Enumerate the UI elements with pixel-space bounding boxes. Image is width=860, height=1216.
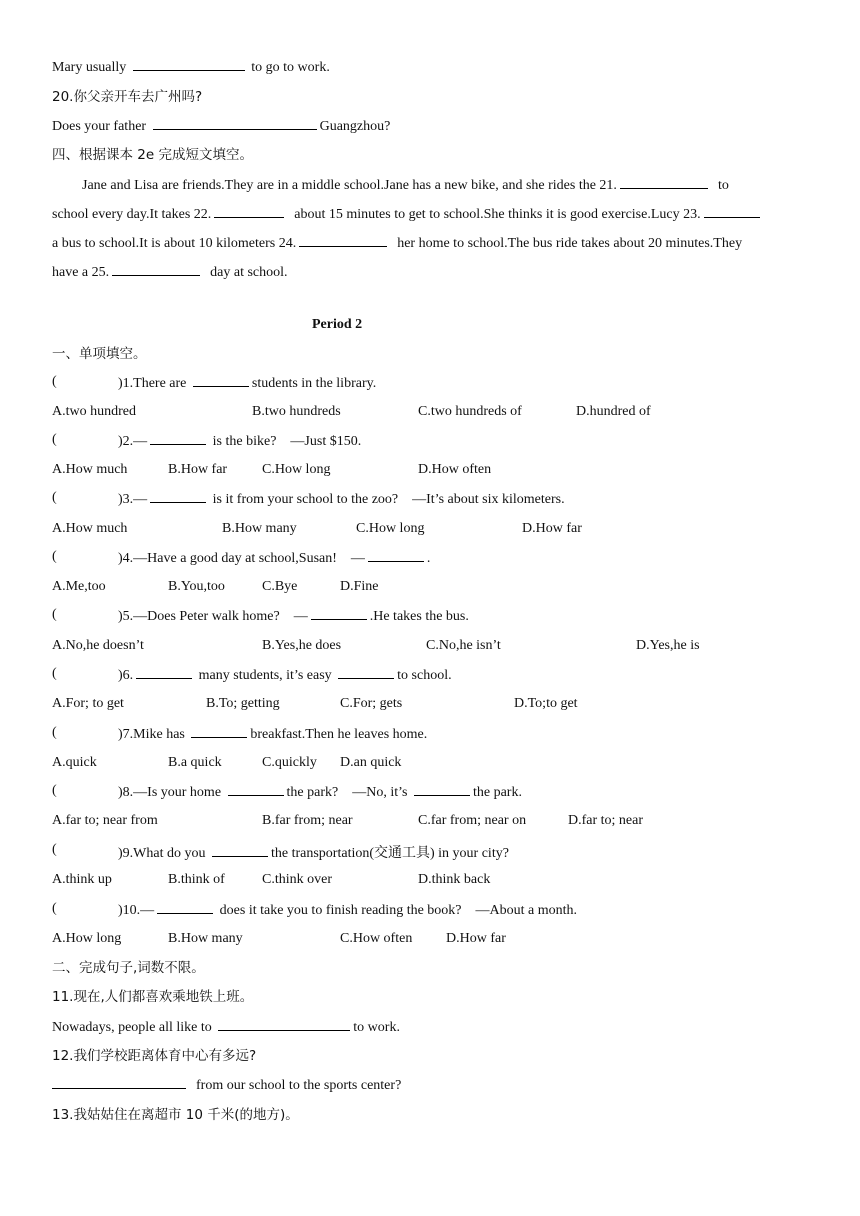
text: )4.—Have a good day at school,Susan! — xyxy=(118,551,365,566)
question-stem xyxy=(118,725,427,743)
text: . xyxy=(426,551,431,566)
question-11-answer-line xyxy=(52,1018,400,1037)
answer-paren[interactable]: ( xyxy=(52,666,57,681)
answer-blank[interactable] xyxy=(52,1076,186,1089)
answer-paren[interactable]: ( xyxy=(52,490,57,505)
answer-blank-24[interactable] xyxy=(299,234,387,247)
option-b[interactable]: B.Yes,he does xyxy=(262,638,342,653)
question-8-options xyxy=(52,812,832,830)
option-c[interactable]: C.quickly xyxy=(262,755,317,770)
question-2 xyxy=(52,432,832,450)
question-5 xyxy=(52,607,832,625)
question-10-options xyxy=(52,930,832,948)
question-4-options xyxy=(52,578,832,596)
answer-paren[interactable]: ( xyxy=(52,842,57,857)
option-c[interactable]: C.far from; near on xyxy=(418,813,527,828)
answer-blank[interactable] xyxy=(338,666,394,679)
option-a[interactable]: A.How much xyxy=(52,462,128,477)
answer-blank[interactable] xyxy=(228,783,284,796)
text: )10.— xyxy=(118,903,155,918)
question-stem xyxy=(118,901,577,919)
passage-line-1 xyxy=(82,176,729,195)
answer-blank[interactable] xyxy=(153,117,317,130)
text: Does your father xyxy=(52,119,147,134)
text: Guangzhou? xyxy=(319,119,391,134)
answer-blank[interactable] xyxy=(150,490,206,503)
option-b[interactable]: B.think of xyxy=(168,872,225,887)
passage-line-4 xyxy=(52,263,288,282)
option-b[interactable]: B.a quick xyxy=(168,755,222,770)
option-b[interactable]: B.How far xyxy=(168,462,228,477)
option-a[interactable]: A.two hundred xyxy=(52,404,136,419)
answer-blank-25[interactable] xyxy=(112,263,200,276)
text: her home to school.The bus ride takes about 20 minutes.They xyxy=(397,236,743,251)
question-9 xyxy=(52,842,832,860)
option-a[interactable]: A.think up xyxy=(52,872,112,887)
question-4 xyxy=(52,549,832,567)
passage-line-3 xyxy=(52,234,742,253)
question-1-options xyxy=(52,403,832,421)
text: )9.What do you xyxy=(118,846,206,861)
text: about 15 minutes to get to school.She thinks it is good exercise.Lucy 23. xyxy=(294,207,701,222)
answer-blank-21[interactable] xyxy=(620,176,708,189)
question-stem xyxy=(118,549,430,567)
question-6-options xyxy=(52,695,832,713)
question-5-options xyxy=(52,637,832,655)
question-3 xyxy=(52,490,832,508)
text: the park? —No, it’s xyxy=(286,785,408,800)
option-d[interactable]: D.an quick xyxy=(340,755,402,770)
option-c[interactable]: C.two hundreds of xyxy=(418,404,522,419)
answer-paren[interactable]: ( xyxy=(52,725,57,740)
text: day at school. xyxy=(210,265,288,280)
answer-blank[interactable] xyxy=(414,783,470,796)
option-d[interactable]: D.How often xyxy=(418,462,492,477)
text: is the bike? —Just $150. xyxy=(212,434,362,449)
text: to xyxy=(717,178,729,193)
option-a[interactable]: A.How much xyxy=(52,521,128,536)
option-b[interactable]: B.How many xyxy=(168,931,243,946)
answer-blank-22[interactable] xyxy=(214,205,284,218)
text: )6. xyxy=(118,668,134,683)
question-3-options xyxy=(52,520,832,538)
option-b[interactable]: B.far from; near xyxy=(262,813,353,828)
question-stem xyxy=(118,666,452,684)
answer-blank[interactable] xyxy=(150,432,206,445)
question-stem xyxy=(118,432,361,450)
text: to go to work. xyxy=(251,60,330,75)
text: the transportation(交通工具) in your city? xyxy=(270,846,509,861)
text: Mary usually xyxy=(52,60,127,75)
question-stem xyxy=(118,374,376,392)
question-1 xyxy=(52,374,832,392)
option-d[interactable]: D.think back xyxy=(418,872,491,887)
option-c[interactable]: C.think over xyxy=(262,872,332,887)
question-11-chinese: 11.现在,人们都喜欢乘地铁上班。 xyxy=(52,989,254,1005)
text: .He takes the bus. xyxy=(369,609,469,624)
option-b[interactable]: B.You,too xyxy=(168,579,225,594)
option-d[interactable]: D.far to; near xyxy=(568,813,644,828)
question-10 xyxy=(52,901,832,919)
option-a[interactable]: A.For; to get xyxy=(52,696,124,711)
answer-blank[interactable] xyxy=(136,666,192,679)
option-c[interactable]: C.For; gets xyxy=(340,696,403,711)
option-d[interactable]: D.hundred of xyxy=(576,404,651,419)
period-title: Period 2 xyxy=(312,317,363,332)
question-8 xyxy=(52,783,832,801)
option-b[interactable]: B.To; getting xyxy=(206,696,280,711)
option-d[interactable]: D.Yes,he is xyxy=(636,638,700,653)
text: does it take you to finish reading the book? —About a month. xyxy=(219,903,577,918)
option-a[interactable]: A.quick xyxy=(52,755,97,770)
passage-line-2 xyxy=(52,205,763,224)
answer-blank[interactable] xyxy=(157,901,213,914)
text: is it from your school to the zoo? —It’s about six kilometers. xyxy=(212,492,565,507)
option-a[interactable]: A.far to; near from xyxy=(52,813,158,828)
option-c[interactable]: C.Bye xyxy=(262,579,298,594)
option-c[interactable]: C.How long xyxy=(356,521,425,536)
question-20-chinese: 20.你父亲开车去广州吗? xyxy=(52,89,203,105)
option-c[interactable]: C.No,he isn’t xyxy=(426,638,501,653)
text: students in the library. xyxy=(251,376,377,391)
text: a bus to school.It is about 10 kilometers 24. xyxy=(52,236,297,251)
question-7 xyxy=(52,725,832,743)
question-6 xyxy=(52,666,832,684)
question-stem xyxy=(118,783,522,801)
text: from our school to the sports center? xyxy=(196,1078,402,1093)
option-a[interactable]: A.How long xyxy=(52,931,122,946)
text: breakfast.Then he leaves home. xyxy=(250,727,428,742)
question-13-chinese: 13.我姑姑住在离超市 10 千米(的地方)。 xyxy=(52,1107,299,1123)
answer-paren[interactable]: ( xyxy=(52,607,57,622)
answer-blank-23[interactable] xyxy=(704,205,760,218)
option-c[interactable]: C.How long xyxy=(262,462,331,477)
answer-paren[interactable]: ( xyxy=(52,901,57,916)
text: Jane and Lisa are friends.They are in a middle school.Jane has a new bike, and she rides the 21. xyxy=(82,178,617,193)
text: )2.— xyxy=(118,434,148,449)
option-d[interactable]: D.Fine xyxy=(340,579,379,594)
section-4-heading: 四、根据课本 2e 完成短文填空。 xyxy=(52,147,253,163)
question-stem xyxy=(118,842,509,862)
text: to school. xyxy=(397,668,452,683)
text: Nowadays, people all like to xyxy=(52,1020,212,1035)
text: many students, it’s easy xyxy=(198,668,332,683)
option-d[interactable]: D.To;to get xyxy=(514,696,578,711)
question-20-answer-line xyxy=(52,117,390,136)
answer-paren[interactable]: ( xyxy=(52,549,57,564)
answer-blank[interactable] xyxy=(218,1018,350,1031)
answer-blank[interactable] xyxy=(133,58,245,71)
section-2-heading: 二、完成句子,词数不限。 xyxy=(52,960,205,976)
text: )8.—Is your home xyxy=(118,785,222,800)
text: )3.— xyxy=(118,492,148,507)
text: )5.—Does Peter walk home? — xyxy=(118,609,308,624)
section-1-heading: 一、单项填空。 xyxy=(52,346,147,362)
answer-paren[interactable]: ( xyxy=(52,432,57,447)
answer-blank[interactable] xyxy=(212,844,268,857)
question-12-answer-line xyxy=(52,1076,401,1095)
text: )7.Mike has xyxy=(118,727,185,742)
question-12-chinese: 12.我们学校距离体育中心有多远? xyxy=(52,1048,257,1064)
option-d[interactable]: D.How far xyxy=(522,521,582,536)
answer-blank[interactable] xyxy=(193,374,249,387)
answer-blank[interactable] xyxy=(191,725,247,738)
text: school every day.It takes 22. xyxy=(52,207,212,222)
text: to work. xyxy=(353,1020,400,1035)
question-2-options xyxy=(52,461,832,479)
option-b[interactable]: B.How many xyxy=(222,521,297,536)
answer-paren[interactable]: ( xyxy=(52,783,57,798)
option-a[interactable]: A.Me,too xyxy=(52,579,106,594)
option-d[interactable]: D.How far xyxy=(446,931,506,946)
answer-blank[interactable] xyxy=(311,607,367,620)
question-7-options xyxy=(52,754,832,772)
text: the park. xyxy=(472,785,522,800)
text: have a 25. xyxy=(52,265,110,280)
answer-blank[interactable] xyxy=(368,549,424,562)
text: )1.There are xyxy=(118,376,187,391)
question-stem xyxy=(118,607,469,625)
question-stem xyxy=(118,490,565,508)
answer-paren[interactable]: ( xyxy=(52,374,57,389)
option-b[interactable]: B.two hundreds xyxy=(252,404,341,419)
sentence-19-answer-line xyxy=(52,58,330,77)
option-c[interactable]: C.How often xyxy=(340,931,413,946)
option-a[interactable]: A.No,he doesn’t xyxy=(52,638,144,653)
question-9-options xyxy=(52,871,832,889)
